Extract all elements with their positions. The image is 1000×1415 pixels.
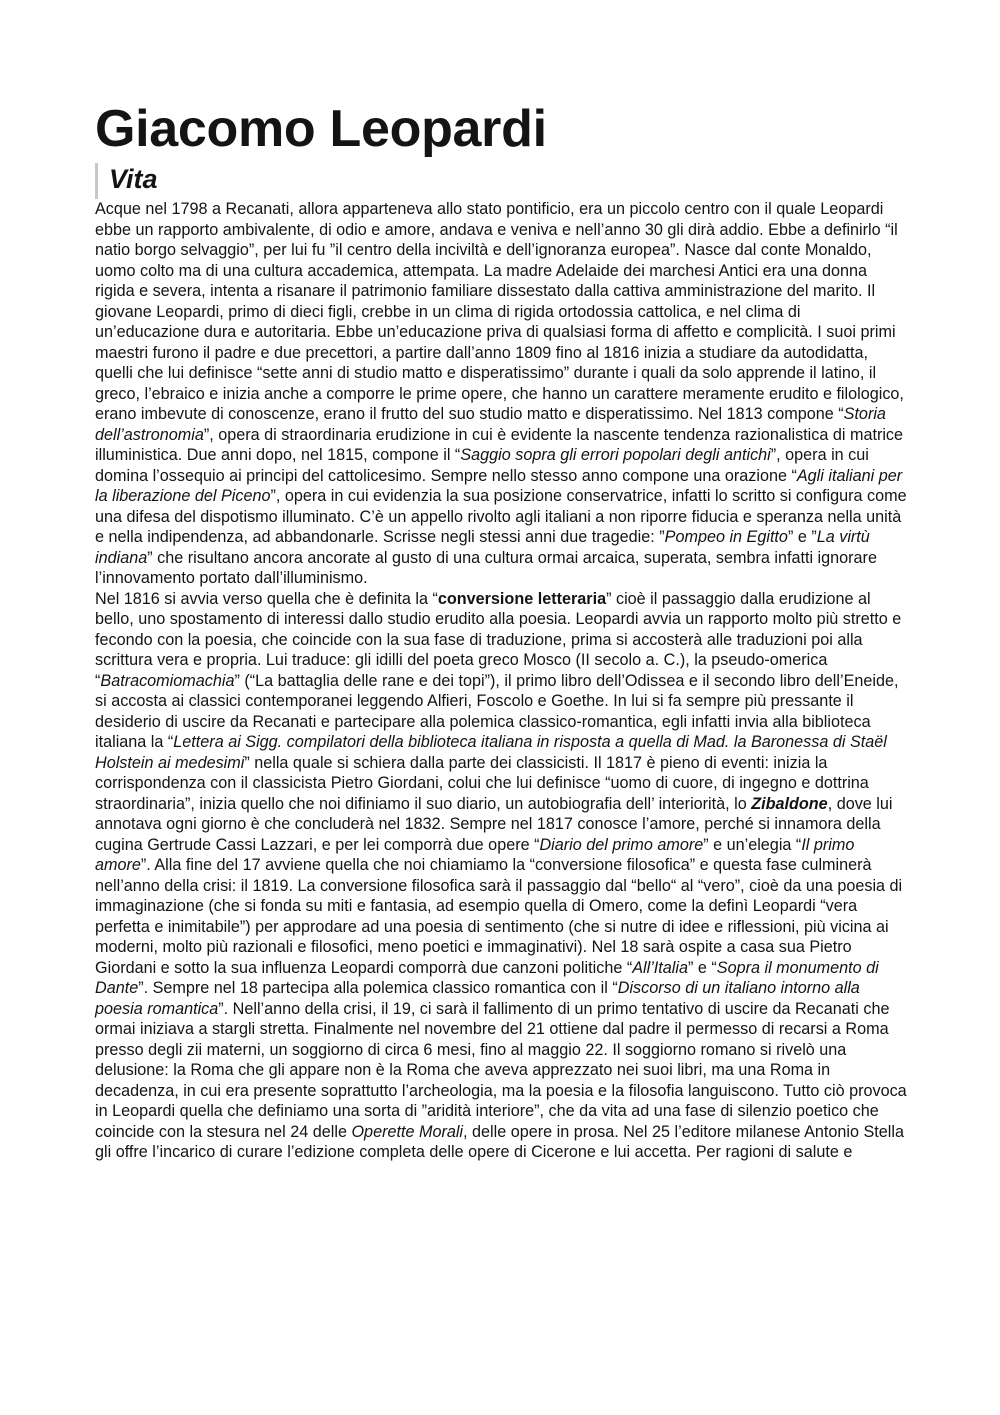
- section-heading-bar: [95, 163, 98, 199]
- text-run: Operette Morali: [351, 1122, 464, 1141]
- text-run: Acque nel 1798 a Recanati, allora apparteneva allo stato pontificio, era un piccolo centro con il quale Leopardi ebbe un rapporto ambivalente, di odio e amore, andava e veniva e nell’anno 30 gli dirà addio. Ebbe a definirlo “il natio borgo selvaggio”, per lui fu ”il centro della inciviltà e dell’ignoranza europea”. Nasce dal conte Monaldo, uomo colto ma di una cultura accademica, attempata. La madre Adelaide dei marchesi Antici era una donna rigida e severa, intenta a risanare il patrimonio familiare dissestato dalla cattiva amministrazione del marito. Il giovane Leopardi, primo di dieci figli, crebbe in un clima di rigida ortodossia cattolica, e nel clima di un’educazione dura e autoritaria. Ebbe un’educazione priva di qualsiasi forma di affetto e complicità. I suoi primi maestri furono il padre e due precettori, a partire dall’anno 1809 fino al 1816 inizia a studiare da autodidatta, quelli che lui definisce “sette anni di studio matto e disperatissimo” durante i quali da solo apprende il latino, il greco, l’ebraico e inizia anche a comporre le prime opere, che hanno un carattere meramente erudito e filologico, erano imbevute di conoscenze, erano il frutto del suo studio matto e disperatissimo. Nel 1813 compone “: [95, 200, 904, 423]
- text-run: conversione letteraria: [437, 589, 607, 608]
- text-run: All’Italia: [632, 958, 688, 977]
- document-page: [95, 100, 907, 1163]
- text-run: ”. Sempre nel 18 partecipa alla polemica classico romantica con il “: [138, 979, 618, 997]
- section-heading: [95, 159, 907, 199]
- text-run: ”, opera in cui domina l’ossequio ai principi del cattolicesimo. Sempre nello stesso anno compone una orazione “: [95, 446, 869, 485]
- text-run: , delle opere in prosa. Nel 25 l’editore milanese Antonio Stella gli offre l’incarico di curare l’edizione completa delle opere di Cicerone e lui accetta. Per ragioni di salute e: [95, 1122, 904, 1161]
- text-run: Agli italiani per la liberazione del Piceno: [95, 466, 903, 505]
- text-run: Il primo amore: [95, 835, 855, 874]
- text-run: Batracomiomachia: [100, 671, 235, 690]
- text-run: Diario del primo amore: [539, 835, 704, 854]
- text-run: Zibaldone: [751, 794, 828, 813]
- text-run: ” e ”: [787, 528, 817, 546]
- text-run: Pompeo in Egitto: [664, 528, 788, 546]
- text-run: ” cioè il passaggio dalla erudizione al bello, uno spostamento di interessi dallo studio erudito alla poesia. Leopardi avvia un rapporto molto più stretto e fecondo con la poesia, che coincide con la sua fase di traduzione, prima si accosterà alle traduzioni poi alla scrittura vera e propria. Lui traduce: gli idilli del poeta greco Mosco (II secolo a. C.), la pseudo-omerica “: [95, 589, 902, 690]
- text-run: ” e “: [688, 958, 717, 977]
- text-run: ” e un’elegia “: [703, 835, 802, 854]
- text-run: Discorso di un italiano intorno alla poesia romantica: [95, 979, 860, 1018]
- text-run: ” che risultano ancora ancorate al gusto di una cultura ormai arcaica, superata, sembra infatti ignorare l’innovamento portato dall’illuminismo.: [95, 548, 877, 587]
- text-run: ”, opera di straordinaria erudizione in cui è evidente la nascente tendenza razionalistica di matrice illuministica. Due anni dopo, nel 1815, compone il “: [95, 425, 904, 464]
- text-run: Nel 1816 si avvia verso quella che è definita la “: [95, 589, 438, 608]
- text-run: ” (“La battaglia delle rane e dei topi”), il primo libro dell’Odissea e il secondo libro dell’Eneide, si accosta ai classici contemporanei leggendo Alfieri, Foscolo e Goethe. In lui si fa sempre più pressante il desiderio di uscire da Recanati e partecipare alla polemica classico-romantica, egli infatti invia alla biblioteca italiana la “: [95, 671, 899, 751]
- text-run: Saggio sopra gli errori popolari degli antichi: [460, 446, 771, 464]
- text-run: , dove lui annotava ogni giorno è che concluderà nel 1832. Sempre nel 1817 conosce l’amore, perché si innamora della cugina Gertrude Cassi Lazzari, e per lei comporrà due opere “: [95, 794, 893, 854]
- text-run: Lettera ai Sigg. compilatori della biblioteca italiana in risposta a quella di Mad. la Baronessa di Staël Holstein ai medesimi: [95, 733, 887, 772]
- text-run: La virtù indiana: [95, 528, 870, 567]
- text-run: ” nella quale si schiera dalla parte dei classicisti. Il 1817 è pieno di eventi: inizia la corrispondenza con il classicista Pietro Giordani, colui che lui definisce “uomo di cuore, di ingegno e dottrina straordinaria”, inizia quello che noi difiniamo il suo diario, un autobiografia dell’ interiorità, lo: [95, 753, 869, 813]
- text-run: ”. Nell’anno della crisi, il 19, ci sarà il fallimento di un primo tentativo di uscire da Recanati che ormai iniziava a stargli stretta. Finalmente nel novembre del 21 ottiene dal padre il permesso di recarsi a Roma presso degli zii materni, un soggiorno di circa 6 mesi, fino al maggio 22. Il soggiorno romano si rivelò una delusione: la Roma che gli appare non è la Roma che aveva apprezzato nei suoi libri, ma una Roma in decadenza, in cui era presente soprattutto l’archeologia, ma la poesia e la filosofia languiscono. Tutto ciò provoca in Leopardi quella che definiamo una sorta di ”aridità interiore”, che da vita ad una fase di silenzio poetico che coincide con la stesura nel 24 delle: [95, 999, 907, 1141]
- text-run: ”. Alla fine del 17 avviene quella che noi chiamiamo la “conversione filosofica” e questa fase culminerà nell’anno della crisi: il 1819. La conversione filosofica sarà il passaggio dal “bello“ al “vero”, cioè da una poesia di immaginazione (che si fonda su miti e fantasia, ad esempio quella di Omero, come la definì Leopardi “vera perfetta e inimitabile”) per approdare ad una poesia di sentimento (che si nutre di idee e riflessioni, più vicina ai moderni, molto più razionali e filosofici, meno poetici e immaginativi). Nel 18 sarà ospite a casa sua Pietro Giordani e sotto la sua influenza Leopardi comporrà due canzoni politiche “: [95, 856, 903, 977]
- text-run: Sopra il monumento di Dante: [95, 958, 879, 997]
- paragraph-1: [95, 199, 907, 589]
- paragraph-2: [95, 589, 907, 1163]
- text-run: ”, opera in cui evidenzia la sua posizione conservatrice, infatti lo scritto si configura come una difesa del dispotismo illuminato. C’è un appello rivolto agli italiani a non riporre fiducia e speranza nella unità e nella indipendenza, ad abbandonarle. Scrisse negli stessi anni due tragedie: ”: [95, 487, 907, 546]
- section-title: Vita: [109, 164, 158, 194]
- document-title: Giacomo Leopardi: [95, 100, 547, 158]
- text-run: Storia dell’astronomia: [95, 405, 886, 444]
